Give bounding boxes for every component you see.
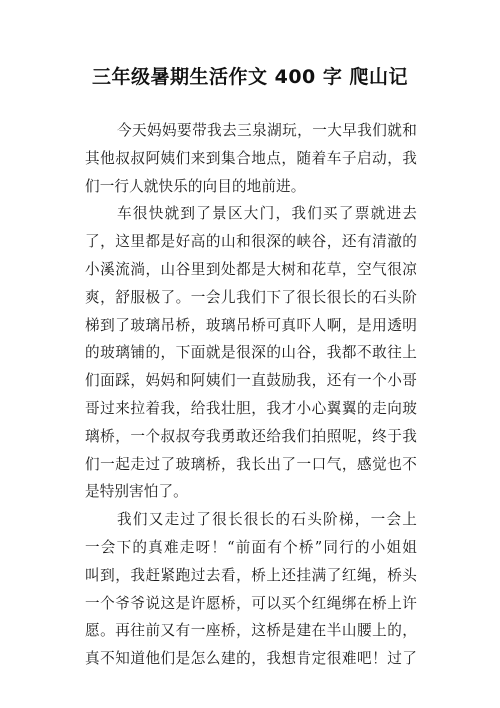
paragraph-2-line-1: 车很快就到了景区大门，我们买了票就进去	[117, 205, 417, 223]
paragraph-1-line-1: 今天妈妈要带我去三泉湖玩，一大早我们就和	[117, 122, 417, 139]
paragraph-2-line-2: 了，这里都是好高的山和很深的峡谷，还有清澈的	[85, 233, 417, 251]
paragraph-3-line-1: 我们又走过了很长很长的石头阶梯，一会上	[117, 511, 417, 529]
paragraph-1-line-2: 其他叔叔阿姨们来到集合地点，随着车子启动，我	[85, 149, 417, 167]
paragraph-3-line-5: 愿。再往前又有一座桥，这桥是建在半山腰上的，	[85, 622, 417, 640]
paragraph-2-line-9: 璃桥，一个叔叔夸我勇敢还给我们拍照呢，终于我	[85, 427, 417, 445]
paragraph-2-line-5: 梯到了玻璃吊桥，玻璃吊桥可真吓人啊，是用透明	[85, 316, 417, 334]
paragraph-2-line-7: 们面踩，妈妈和阿姨们一直鼓励我，还有一个小哥	[85, 372, 417, 390]
paragraph-2-line-3: 小溪流淌，山谷里到处都是大树和花草，空气很凉	[85, 260, 417, 278]
paragraph-3-line-4: 一个爷爷说这是许愿桥，可以买个红绳绑在桥上许	[85, 594, 417, 612]
paragraph-3-line-3: 叫到，我赶紧跑过去看，桥上还挂满了红绳，桥头	[85, 566, 417, 584]
paragraph-2-line-11: 是特别害怕了。	[85, 483, 188, 501]
paragraph-3-line-2: 一会下的真难走呀！“前面有个桥”同行的小姐姐	[85, 538, 417, 556]
paragraph-2-line-6: 的玻璃铺的，下面就是很深的山谷，我都不敢往上	[85, 344, 417, 362]
paragraph-2-line-4: 爽，舒服极了。一会儿我们下了很长很长的石头阶	[85, 288, 417, 306]
document-title: 三年级暑期生活作文 400 字 爬山记	[91, 66, 408, 88]
document-body	[85, 117, 417, 673]
paragraph-2-line-10: 们一起走过了玻璃桥，我长出了一口气，感觉也不	[85, 455, 417, 473]
paragraph-1-line-3: 们一行人就快乐的向目的地前进。	[85, 177, 306, 195]
paragraph-2-line-8: 哥过来拉着我，给我壮胆，我才小心翼翼的走向玻	[85, 399, 417, 417]
paragraph-3-line-6: 真不知道他们是怎么建的，我想肯定很难吧！过了	[85, 650, 417, 668]
